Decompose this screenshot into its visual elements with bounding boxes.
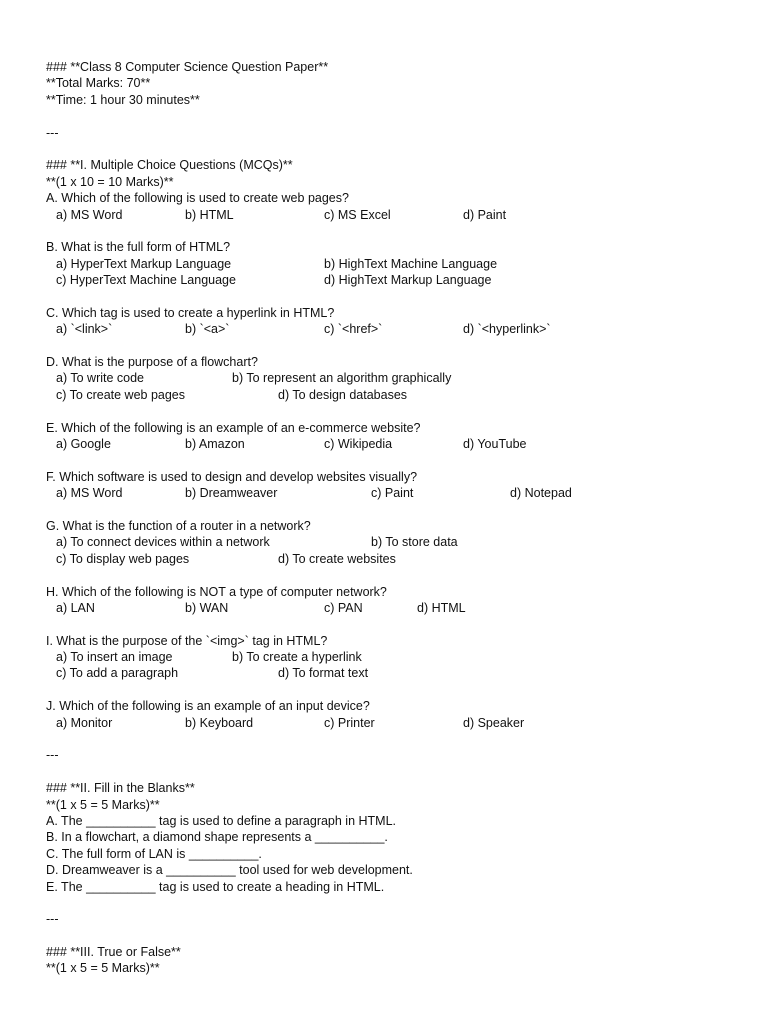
option: b) To store data bbox=[371, 535, 458, 550]
paper-title: ### **Class 8 Computer Science Question Paper** bbox=[46, 60, 329, 74]
option: b) WAN bbox=[185, 600, 229, 615]
option: d) To design databases bbox=[278, 387, 408, 402]
total-marks: **Total Marks: 70** bbox=[46, 76, 151, 91]
question-paper bbox=[46, 59, 736, 977]
option: d) HighText Markup Language bbox=[324, 273, 492, 288]
question-text: I. What is the purpose of the `<img>` tag in HTML? bbox=[46, 633, 328, 648]
question-text: H. Which of the following is NOT a type of computer network? bbox=[46, 584, 387, 599]
section-marks-fill-blanks: **(1 x 5 = 5 Marks)** bbox=[46, 797, 160, 812]
option: d) To format text bbox=[278, 666, 369, 681]
options-row bbox=[46, 272, 736, 288]
options-row bbox=[46, 485, 736, 501]
section-heading-mcq: ### **I. Multiple Choice Questions (MCQs)** bbox=[46, 158, 293, 173]
option: a) HyperText Markup Language bbox=[56, 256, 232, 271]
question-text: J. Which of the following is an example of an input device? bbox=[46, 699, 370, 714]
option: b) To create a hyperlink bbox=[232, 650, 362, 665]
option: b) `<a>` bbox=[185, 322, 230, 337]
option: a) MS Word bbox=[56, 486, 123, 501]
option: b) Dreamweaver bbox=[185, 486, 278, 501]
section-marks-mcq: **(1 x 10 = 10 Marks)** bbox=[46, 174, 174, 189]
question-text: G. What is the function of a router in a network? bbox=[46, 518, 311, 533]
option: c) To add a paragraph bbox=[56, 666, 179, 681]
question-text: B. What is the full form of HTML? bbox=[46, 240, 231, 255]
option: d) HTML bbox=[417, 600, 466, 615]
option: b) To represent an algorithm graphically bbox=[232, 371, 452, 386]
option: c) MS Excel bbox=[324, 207, 391, 222]
option: d) YouTube bbox=[463, 436, 527, 451]
options-row bbox=[46, 551, 736, 567]
option: b) Amazon bbox=[185, 436, 245, 451]
options-row bbox=[46, 436, 736, 452]
separator: --- bbox=[46, 748, 59, 763]
fill-blank-item: A. The __________ tag is used to define a paragraph in HTML. bbox=[46, 813, 397, 828]
options-row bbox=[46, 256, 736, 272]
question-text: D. What is the purpose of a flowchart? bbox=[46, 355, 258, 370]
option: a) Monitor bbox=[56, 715, 113, 730]
option: c) Wikipedia bbox=[324, 436, 393, 451]
fill-blank-item: E. The __________ tag is used to create a heading in HTML. bbox=[46, 879, 385, 894]
option: c) HyperText Machine Language bbox=[56, 273, 236, 288]
question-text: A. Which of the following is used to create web pages? bbox=[46, 191, 349, 206]
question-text: E. Which of the following is an example of an e-commerce website? bbox=[46, 420, 421, 435]
options-row bbox=[46, 600, 736, 616]
option: d) Speaker bbox=[463, 715, 525, 730]
option: c) To display web pages bbox=[56, 551, 190, 566]
section-heading-fill-blanks: ### **II. Fill in the Blanks** bbox=[46, 781, 195, 796]
options-row bbox=[46, 534, 736, 550]
fill-blank-item: D. Dreamweaver is a __________ tool used for web development. bbox=[46, 863, 413, 878]
option: c) `<href>` bbox=[324, 322, 383, 337]
option: c) PAN bbox=[324, 600, 363, 615]
options-row bbox=[46, 649, 736, 665]
options-row bbox=[46, 207, 736, 223]
fill-blank-item: B. In a flowchart, a diamond shape represents a __________. bbox=[46, 830, 388, 845]
option: a) Google bbox=[56, 436, 111, 451]
options-row bbox=[46, 665, 736, 681]
options-row bbox=[46, 387, 736, 403]
option: a) LAN bbox=[56, 600, 95, 615]
option: b) HTML bbox=[185, 207, 234, 222]
option: d) `<hyperlink>` bbox=[463, 322, 551, 337]
option: a) To write code bbox=[56, 371, 145, 386]
separator: --- bbox=[46, 125, 59, 140]
fill-blank-item: C. The full form of LAN is __________. bbox=[46, 846, 262, 861]
option: c) Printer bbox=[324, 715, 375, 730]
option: b) HighText Machine Language bbox=[324, 256, 498, 271]
option: a) To insert an image bbox=[56, 650, 173, 665]
option: a) `<link>` bbox=[56, 322, 113, 337]
question-text: C. Which tag is used to create a hyperlink in HTML? bbox=[46, 305, 335, 320]
option: c) Paint bbox=[371, 486, 414, 501]
section-marks-true-false: **(1 x 5 = 5 Marks)** bbox=[46, 961, 160, 976]
separator: --- bbox=[46, 912, 59, 927]
question-text: F. Which software is used to design and develop websites visually? bbox=[46, 469, 418, 484]
option: a) MS Word bbox=[56, 207, 123, 222]
time-allowed: **Time: 1 hour 30 minutes** bbox=[46, 92, 200, 107]
options-row bbox=[46, 321, 736, 337]
option: d) Paint bbox=[463, 207, 507, 222]
option: c) To create web pages bbox=[56, 387, 186, 402]
option: d) Notepad bbox=[510, 486, 572, 501]
option: d) To create websites bbox=[278, 551, 396, 566]
options-row bbox=[46, 715, 736, 731]
option: b) Keyboard bbox=[185, 715, 254, 730]
section-heading-true-false: ### **III. True or False** bbox=[46, 945, 181, 960]
option: a) To connect devices within a network bbox=[56, 535, 270, 550]
options-row bbox=[46, 370, 736, 386]
